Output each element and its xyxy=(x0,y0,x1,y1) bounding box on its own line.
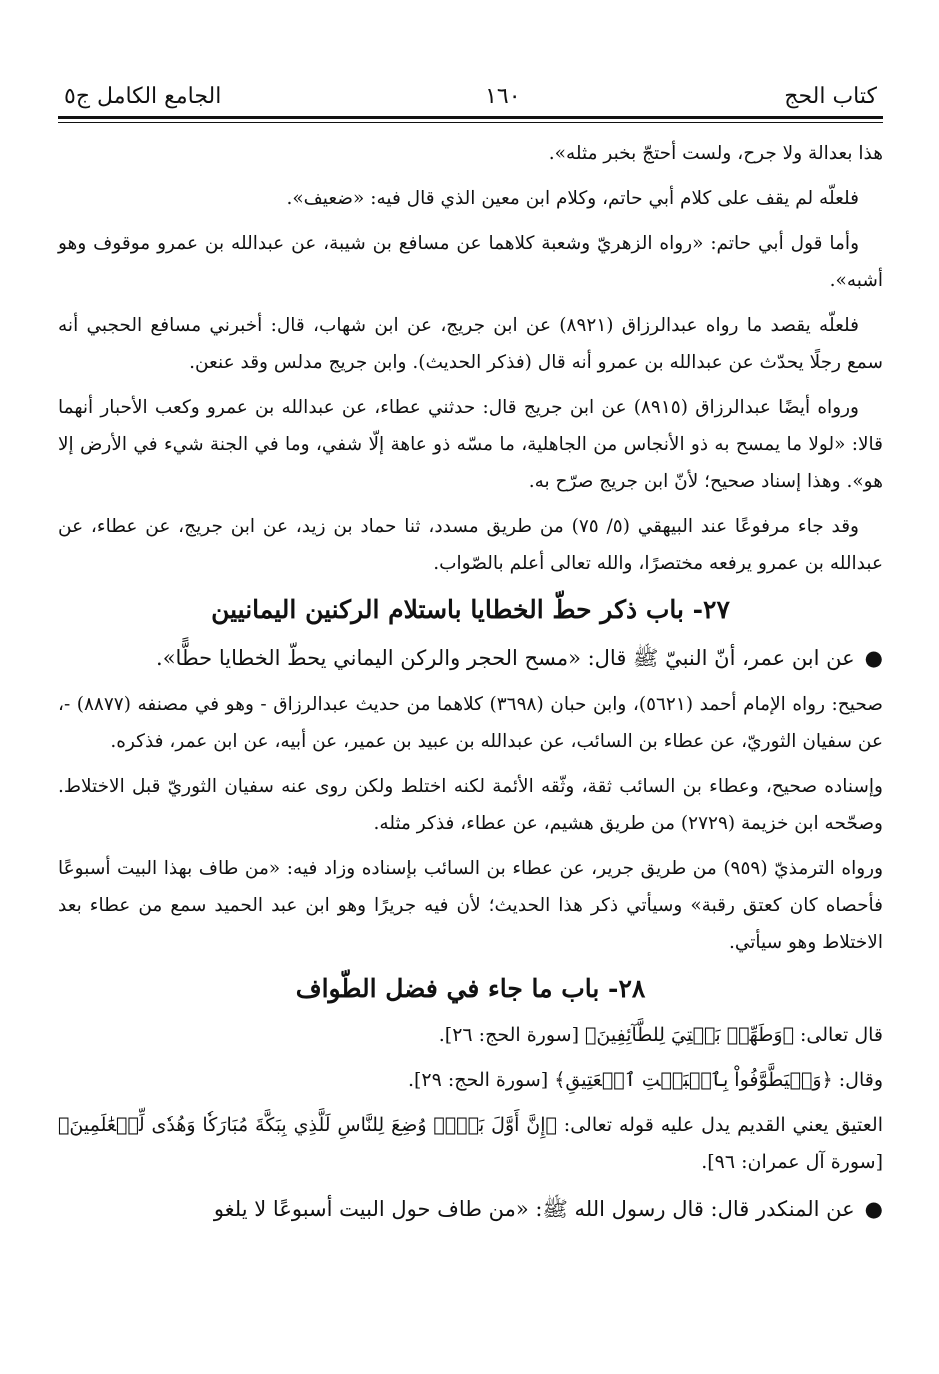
quran-verse: قال تعالى: ﴿وَطَهِّرۡ بَيۡتِيَ لِلطَّآئِفِينَ﴾ [سورة الحج: ٢٦]. xyxy=(438,1024,883,1046)
paragraph: فلعلّه لم يقف على كلام أبي حاتم، وكلام ابن معين الذي قال فيه: «ضعيف». xyxy=(286,188,859,209)
paragraph: صحيح: رواه الإمام أحمد (٥٦٢١)، وابن حبان (٣٦٩٨) كلاهما من حديث عبدالرزاق - وهو في مصنفه (٨٨٧٧) -، عن سفيان الثوريّ، عن عطاء بن السائب، عن عبدالله بن عبيد بن عمير، عن أبيه، عن ابن عمر، فذكره. xyxy=(58,694,883,752)
quran-verse: وقال: ﴿وَلۡيَطَّوَّفُواْ بِٱلۡبَيۡتِ ٱلۡعَتِيقِ﴾ [سورة الحج: ٢٩]. xyxy=(407,1069,883,1091)
page-content xyxy=(58,135,883,1229)
chapter-heading-27: ٢٧- باب ذكر حطّ الخطايا باستلام الركنين اليمانيين xyxy=(211,595,730,624)
paragraph: وإسناده صحيح، وعطاء بن السائب ثقة، وثّقه الأئمة لكنه اختلط ولكن روى عنه سفيان الثوريّ قبل الاختلاط. وصحّحه ابن خزيمة (٢٧٢٩) من طريق هشيم، عن عطاء، فذكر مثله. xyxy=(58,776,883,834)
hadith-text xyxy=(58,638,883,678)
hadith-body: عن ابن عمر، أنّ النبيّ ﷺ قال: «مسح الحجر والركن اليماني يحطّ الخطايا حطًّا». xyxy=(156,646,855,670)
header-volume-title: الجامع الكامل ج٥ xyxy=(64,84,222,109)
paragraph: هذا بعدالة ولا جرح، ولست أحتجّ بخبر مثله». xyxy=(548,143,883,164)
book-page xyxy=(58,62,883,1374)
header-rule-thick xyxy=(58,116,883,119)
quran-verse: العتيق يعني القديم يدل عليه قوله تعالى: ﴿إِنَّ أَوَّلَ بَيۡتٖ وُضِعَ لِلنَّاسِ لَلَّذِي بِبَكَّةَ مُبَارَكٗا وَهُدٗى لِّلۡعَٰلَمِينَ﴾ [سورة آل عمران: ٩٦]. xyxy=(58,1114,883,1173)
paragraph: وأما قول أبي حاتم: «رواه الزهريّ وشعبة كلاهما عن مسافع بن شيبة، عن عبدالله بن عمرو موقوف وهو أشبه». xyxy=(58,233,883,291)
hadith-text xyxy=(58,1189,883,1229)
chapter-heading-28: ٢٨- باب ما جاء في فضل الطّواف xyxy=(295,974,646,1003)
paragraph: فلعلّه يقصد ما رواه عبدالرزاق (٨٩٢١) عن ابن جريج، عن ابن شهاب، قال: أخبرني مسافع الحجبي أنه سمع رجلًا يحدّث عن عبدالله بن عمرو أنه قال (فذكر الحديث). وابن جريج مدلس وقد عنعن. xyxy=(58,315,883,373)
header-book-title: كتاب الحج xyxy=(784,84,877,109)
paragraph: ورواه الترمذيّ (٩٥٩) من طريق جرير، عن عطاء بن السائب بإسناده وزاد فيه: «من طاف بهذا البيت أسبوعًا فأحصاه كان كعتق رقبة» وسيأتي ذكر هذا الحديث؛ لأن فيه جريرًا وهو ابن عبد الحميد سمع من عطاء بعد الاختلاط وهو سيأتي. xyxy=(58,858,884,953)
hadith-body: عن المنكدر قال: قال رسول الله ﷺ: «من طاف حول البيت أسبوعًا لا يلغو xyxy=(213,1197,855,1221)
bullet-icon: ● xyxy=(864,1197,883,1221)
paragraph: وقد جاء مرفوعًا عند البيهقي (٥/ ٧٥) من طريق مسدد، ثنا حماد بن زيد، عن ابن جريج، عن عطاء، عن عبدالله بن عمرو يرفعه مختصرًا، والله تعالى أعلم بالصّواب. xyxy=(58,516,883,574)
running-header xyxy=(58,62,883,108)
header-rule-thin xyxy=(58,122,883,123)
paragraph: ورواه أيضًا عبدالرزاق (٨٩١٥) عن ابن جريج قال: حدثني عطاء، عن عبدالله بن عمرو وكعب الأحبار أنهما قالا: «لولا ما يمسح به ذو الأنجاس من الجاهلية، ما مسّه ذو عاهة إلّا شفي، وما في الجنة شيء في الأرض إلا هو». وهذا إسناد صحيح؛ لأنّ ابن جريج صرّح به. xyxy=(58,397,883,492)
bullet-icon: ● xyxy=(864,646,883,670)
page-number: ١٦٠ xyxy=(485,84,521,109)
